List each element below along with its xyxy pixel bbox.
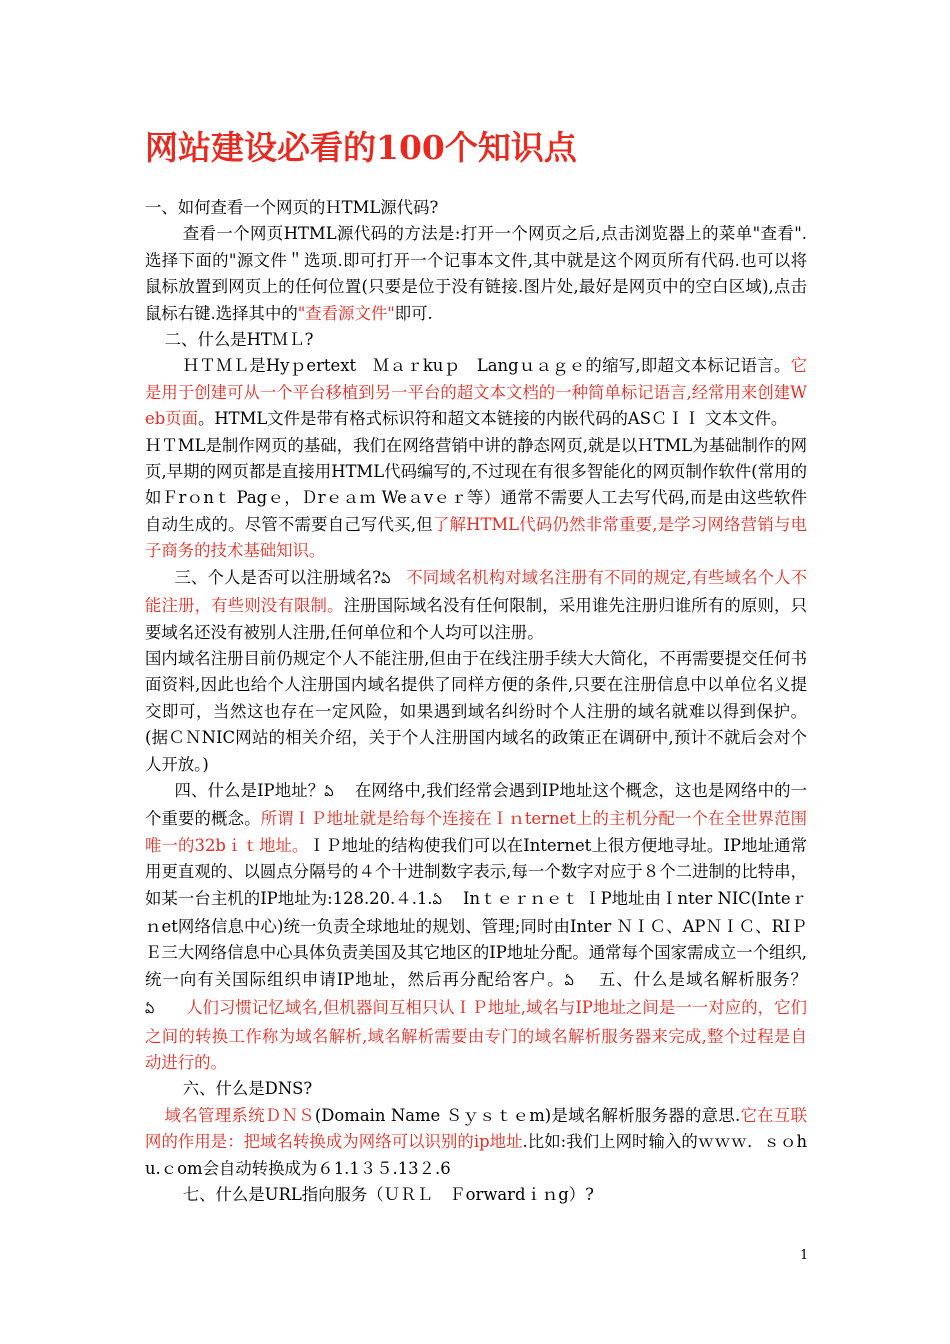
q4-red-text: 所谓ＩＰ地址就是给每个连接在Ｉｎternet上的主机分配一个在全世界范围唯一的32bｉｔ地址。 [145,809,808,855]
q4-text-a: 在网络中,我们经常会遇到IP地址这个概念，这也是网络中的一个重要的概念。 [145,780,807,829]
q6-text-a: (Domain Name Ｓｙｓｔｅm)是域名解析服务器的意思. [314,1105,741,1125]
paragraph-mark-icon: ఏ [324,784,334,800]
paragraph-mark-icon: ఏ [432,892,442,908]
q1-text: 查看一个网页HTML源代码的方法是:打开一个网页之后,点击浏览器上的菜单"查看".选择下面的"源文件＂选项.即可打开一个记事本文件,其中就是这个网页所有代码.也可以将鼠标放置到网页上的任何位置(只要是位于没有链接.图片处,最好是网页中的空白区域),点击鼠标右键.选择其中的 [145,224,807,323]
q2-text-b: 。HTML文件是带有格式标识符和超文本链接的内嵌代码的ASＣＩＩ 文本文件。 [197,409,788,429]
q4-heading: 四、什么是IP地址？ [174,780,325,800]
q2-red-text-2: 了解HTML代码仍然非常重要,是学习网络营销与电子商务的技术基础知识。 [145,514,807,561]
q2-red-text: 它是用于创建可从一个平台移植到另一平台的超文本文档的一种简单标记语言,经常用来创建Web页面 [145,356,807,429]
q1-paragraph [145,221,807,327]
q6-paragraph [145,1103,807,1182]
paragraph-mark-icon: ఏ [145,1002,155,1018]
document-title: 网站建设必看的100个知识点 [145,128,577,167]
q2-text-a: ＨＴＭＬ是Hyｐertext Ｍａｒkuｐ Langｕａｇｅ的缩写,即超文本标记语言。 [182,356,791,376]
page-number: 1 [800,1248,809,1263]
q6-heading: 六、什么是DNS? [182,1079,313,1099]
q4-paragraph [145,778,807,1076]
q2-paragraph [145,353,807,432]
q1-red-text: "查看源文件" [297,303,395,323]
q3-paragraph [145,565,807,646]
q2-text-c: ＨＴML是制作网页的基础，我们在网络营销中讲的静态网页,就是以ＨTML为基础制作的网页,早期的网页都是直接用HTML代码编写的,不过现在有很多智能化的网页制作软件(常用的如Ｆrｏnｔ Pagｅ，Ｄrｅａｍ Weａvｅｒ等）通常不需要人工去写代码,而是由这些软件自动生成的。尽管不需要自己写代买,但 [145,435,807,534]
q5-red-text: 人们习惯记忆域名,但机器间互相只认ＩＰ地址,域名与IP地址之间是一一对应的，它们之间的转换工作称为域名解析,域名解析需要由专门的域名解析服务器来完成,整个过程是自动进行的。 [145,998,808,1072]
q3-paragraph-2: 国内域名注册目前仍规定个人不能注册,但由于在线注册手续大大简化，不再需要提交任何书面资料,因此也给个人注册国内域名提供了同样方便的条件,只要在注册信息中以单位名义提交即可，当然这也存在一定风险，如果遇到域名纠纷时个人注册的域名就难以得到保护。(据ＣＮNIC网站的相关介绍，关于个人注册国内域名的政策正在调研中,预计不就后会对个人开放。) [145,648,807,774]
q3-heading: 三、个人是否可以注册域名? [174,567,382,587]
paragraph-mark-icon: ఏ [381,571,391,587]
document-body [145,195,807,1208]
q7-heading: 七、什么是URL指向服务（ＵＲＬ Ｆorwardｉｎg）? [182,1185,594,1205]
q6-red-text-a: 域名管理系统ＤＮＳ [164,1105,315,1125]
q2-heading: 二、什么是HTＭＬ? [164,330,314,350]
paragraph-mark-icon: ఏ [564,973,574,989]
q1-end-text: 即可. [394,303,433,323]
q4-text-c: Inｔｅｒｎｅｔ ＩP地址由Ｉnter NIC(Inteｒｎet网络信息中心)统一负责全球地址的规划、管理;同时由Inter ＮＩＣ、APＮＩＣ、RIＰＥ三大网络信息中心具体负责美国及其它地区的IP地址分配。通常每个国家需成立一个组织,统一向有关国际组织申请IP地址，然后再分配给客户。 [145,888,808,989]
q3-text: 注册国际域名没有任何限制，采用谁先注册归谁所有的原则，只要域名还没有被别人注册,任何单位和个人均可以注册。 [145,596,808,642]
q6-text-b: .比如:我们上网时输入的ｗｗｗ．ｓｏhu.ｃom会自动转换成为６1.1３５.13２.6 [145,1132,808,1178]
q4-text-b: ＩＰ地址的结构使我们可以在Internet上很方便地寻址。IP地址通常用更直观的、以圆点分隔号的４个十进制数字表示,每一个数字对应于８个二进制的比特串，如某一台主机的IP地址为:128.20.４.1. [145,835,807,908]
q6-red-text-b: 它在互联网的作用是：把域名转换成为网络可以识别的ip地址 [145,1105,807,1152]
q3-red-text: 不同域名机构对域名注册有不同的规定,有些域名个人不能注册，有些则没有限制。 [145,567,807,616]
q1-heading: 一、如何查看一个网页的ＨTML源代码? [145,198,439,217]
q2-paragraph-2 [145,433,807,565]
q5-heading: 五、什么是域名解析服务？ [598,969,807,989]
